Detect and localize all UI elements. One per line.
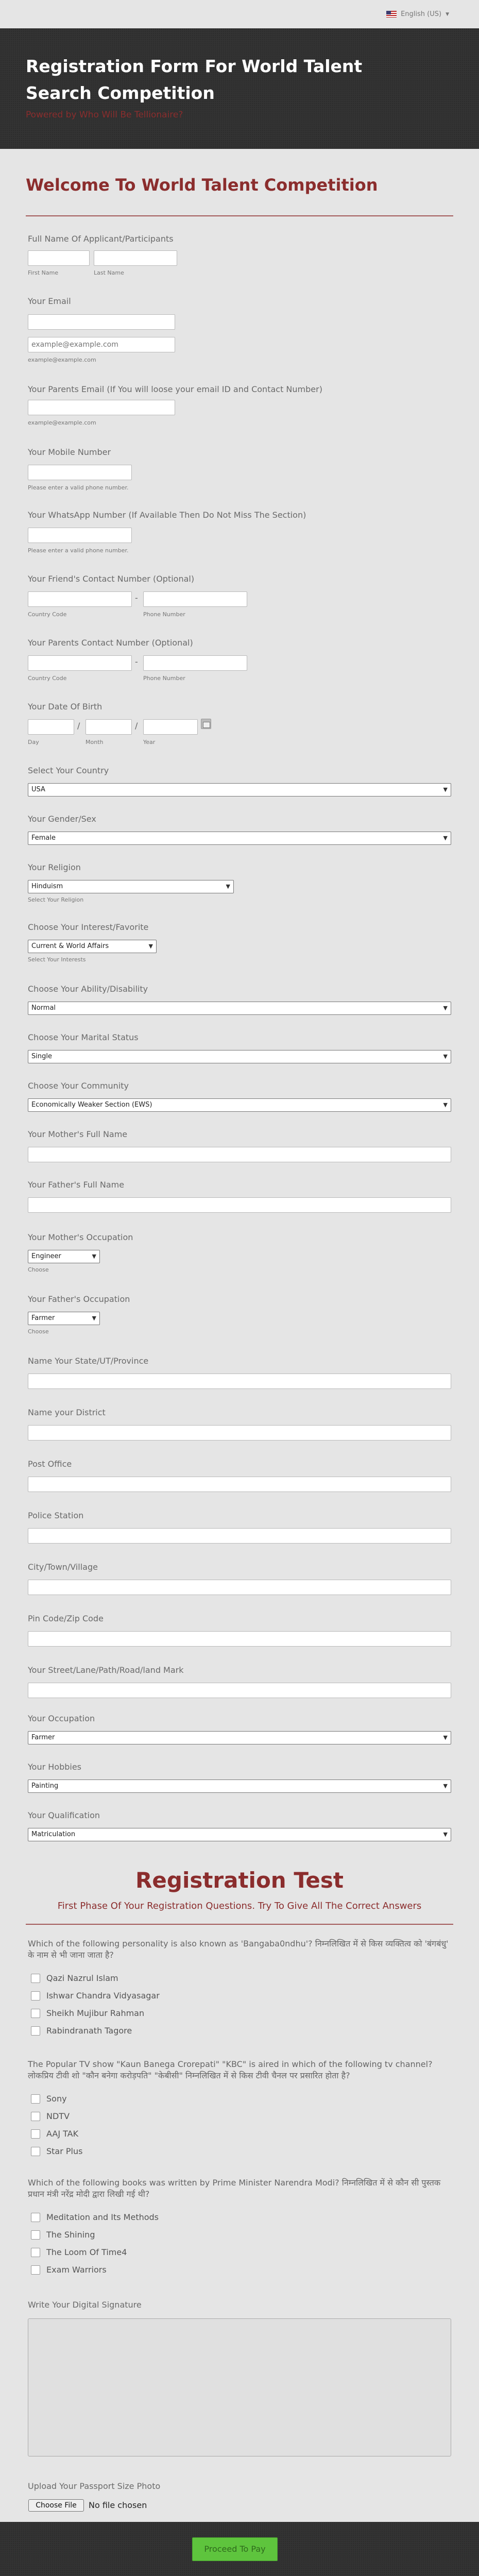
chevron-down-icon: ▼ bbox=[443, 835, 448, 841]
divider bbox=[26, 215, 453, 216]
country-value: USA bbox=[31, 786, 45, 793]
parents-email-input[interactable] bbox=[28, 400, 175, 415]
top-bar bbox=[0, 0, 479, 28]
country-select[interactable] bbox=[28, 783, 451, 796]
interest-select[interactable] bbox=[28, 940, 157, 953]
chevron-down-icon: ▼ bbox=[443, 1101, 448, 1108]
language-label: English (US) bbox=[401, 10, 442, 18]
whatsapp-hint: Please enter a valid phone number. bbox=[28, 547, 129, 554]
dob-year-input[interactable] bbox=[143, 719, 198, 735]
question-2-option[interactable] bbox=[31, 2094, 67, 2104]
test-subheading: First Phase Of Your Registration Questions. Try To Give All The Correct Answers bbox=[57, 1901, 422, 1911]
religion-label: Your Religion bbox=[28, 862, 81, 872]
interest-value: Current & World Affairs bbox=[31, 942, 109, 950]
question-2-option[interactable] bbox=[31, 2146, 82, 2156]
dob-month-input[interactable] bbox=[85, 719, 132, 735]
city-label: City/Town/Village bbox=[28, 1562, 98, 1572]
gender-value: Female bbox=[31, 834, 56, 842]
parents-country-code-sublabel: Country Code bbox=[28, 675, 67, 682]
parents-phone-input[interactable] bbox=[143, 655, 247, 671]
question-2-option[interactable] bbox=[31, 2111, 70, 2121]
form-subtitle: Powered by Who Will Be Tellionaire? bbox=[26, 110, 183, 120]
whatsapp-label: Your WhatsApp Number (If Available Then Do Not Miss The Section) bbox=[28, 510, 306, 520]
hobbies-value: Painting bbox=[31, 1782, 59, 1790]
community-value: Economically Weaker Section (EWS) bbox=[31, 1101, 152, 1109]
chevron-down-icon: ▼ bbox=[443, 1053, 448, 1060]
option-label: AAJ TAK bbox=[46, 2129, 79, 2139]
question-1-option[interactable] bbox=[31, 2026, 132, 2036]
checkbox[interactable] bbox=[31, 2265, 40, 2275]
checkbox[interactable] bbox=[31, 2094, 40, 2104]
question-2-text: The Popular TV show "Kaun Banega Crorepati" "KBC" is aired in which of the following tv channel? लोकप्रिय टीवी शो "कौन बनेगा करोड़पति" "केबीसी" निम्नलिखित में से किस टीवी चैनल पर प्रसारित होता है? bbox=[28, 2059, 433, 2080]
checkbox[interactable] bbox=[31, 2230, 40, 2240]
parents-separator: - bbox=[135, 657, 138, 667]
dob-label: Your Date Of Birth bbox=[28, 702, 102, 711]
signature-label: Write Your Digital Signature bbox=[28, 2300, 142, 2310]
community-label: Choose Your Community bbox=[28, 1081, 129, 1091]
friend-phone-sublabel: Phone Number bbox=[143, 611, 185, 618]
parents-contact-label: Your Parents Contact Number (Optional) bbox=[28, 638, 193, 648]
checkbox[interactable] bbox=[31, 1974, 40, 1983]
option-label: The Shining bbox=[46, 2230, 95, 2240]
chevron-down-icon: ▼ bbox=[443, 1734, 448, 1741]
marital-select[interactable] bbox=[28, 1050, 451, 1063]
question-3-text: Which of the following books was written by Prime Minister Narendra Modi? निम्नलिखित में से कौन सी पुस्तक प्रधान मंत्री नरेंद्र मोदी द्वारा लिखी गई थी? bbox=[28, 2178, 441, 2199]
friend-country-code-input[interactable] bbox=[28, 591, 132, 607]
city-input[interactable] bbox=[28, 1580, 451, 1595]
religion-hint: Select Your Religion bbox=[28, 896, 84, 903]
parents-email-hint: example@example.com bbox=[28, 419, 96, 426]
checkbox[interactable] bbox=[31, 2147, 40, 2156]
proceed-to-pay-button[interactable]: Proceed To Pay bbox=[192, 2537, 278, 2561]
friend-phone-input[interactable] bbox=[143, 591, 247, 607]
mother-occupation-select[interactable] bbox=[28, 1250, 100, 1263]
qualification-select[interactable] bbox=[28, 1828, 451, 1841]
pin-label: Pin Code/Zip Code bbox=[28, 1614, 104, 1623]
friend-country-code-sublabel: Country Code bbox=[28, 611, 67, 618]
mobile-hint: Please enter a valid phone number. bbox=[28, 484, 129, 491]
last-name-sublabel: Last Name bbox=[94, 269, 124, 276]
checkbox[interactable] bbox=[31, 2009, 40, 2018]
option-label: Sheikh Mujibur Rahman bbox=[46, 2008, 145, 2018]
chevron-down-icon: ▼ bbox=[443, 786, 448, 793]
checkbox[interactable] bbox=[31, 2213, 40, 2222]
form-title: Registration Form For World Talent Search Competition bbox=[26, 56, 363, 103]
chevron-down-icon: ▼ bbox=[92, 1315, 96, 1321]
calendar-icon[interactable] bbox=[201, 719, 211, 729]
ability-label: Choose Your Ability/Disability bbox=[28, 984, 148, 994]
option-label: Star Plus bbox=[46, 2146, 83, 2156]
option-label: Meditation and Its Methods bbox=[46, 2212, 159, 2222]
first-name-sublabel: First Name bbox=[28, 269, 59, 276]
gender-label: Your Gender/Sex bbox=[28, 814, 96, 824]
state-label: Name Your State/UT/Province bbox=[28, 1356, 149, 1366]
friend-contact-label: Your Friend's Contact Number (Optional) bbox=[28, 574, 195, 584]
checkbox[interactable] bbox=[31, 2112, 40, 2121]
email-label: Your Email bbox=[28, 296, 71, 306]
option-label: The Loom Of Time4 bbox=[46, 2247, 127, 2257]
dob-separator: / bbox=[135, 721, 138, 731]
dob-year-sublabel: Year bbox=[143, 739, 156, 745]
welcome-heading: Welcome To World Talent Competition bbox=[26, 175, 378, 195]
option-label: Sony bbox=[46, 2094, 67, 2104]
hobbies-select[interactable] bbox=[28, 1780, 451, 1793]
file-status: No file chosen bbox=[89, 2500, 147, 2510]
street-label: Your Street/Lane/Path/Road/land Mark bbox=[28, 1665, 184, 1675]
checkbox[interactable] bbox=[31, 1991, 40, 2001]
occupation-label: Your Occupation bbox=[28, 1714, 95, 1723]
mother-occupation-hint: Choose bbox=[28, 1266, 49, 1273]
option-label: NDTV bbox=[46, 2111, 70, 2121]
mother-name-label: Your Mother's Full Name bbox=[28, 1129, 128, 1139]
signature-pad[interactable] bbox=[28, 2318, 451, 2456]
marital-label: Choose Your Marital Status bbox=[28, 1032, 139, 1042]
qualification-value: Matriculation bbox=[31, 1831, 76, 1838]
whatsapp-input[interactable] bbox=[28, 528, 132, 543]
question-1-option[interactable] bbox=[31, 1973, 118, 1983]
question-2-option[interactable] bbox=[31, 2129, 78, 2139]
dob-day-input[interactable] bbox=[28, 719, 74, 735]
chevron-down-icon: ▼ bbox=[443, 1831, 448, 1838]
dob-day-sublabel: Day bbox=[28, 739, 39, 745]
interest-label: Choose Your Interest/Favorite bbox=[28, 922, 149, 932]
photo-label: Upload Your Passport Size Photo bbox=[28, 2481, 161, 2491]
option-label: Ishwar Chandra Vidyasagar bbox=[46, 1991, 160, 2001]
mother-name-input[interactable] bbox=[28, 1147, 451, 1162]
parents-phone-sublabel: Phone Number bbox=[143, 675, 185, 682]
chevron-down-icon: ▼ bbox=[226, 883, 230, 890]
post-office-label: Post Office bbox=[28, 1459, 72, 1469]
full-name-label: Full Name Of Applicant/Participants bbox=[28, 234, 174, 244]
email-hint: example@example.com bbox=[28, 357, 96, 363]
question-1-text: Which of the following personality is also known as 'Bangaba0ndhu'? निम्नलिखित में से किस व्यक्तित्व को 'बंगबंधु' के नाम से भी जाना जाता है? bbox=[28, 1939, 449, 1960]
community-select[interactable] bbox=[28, 1098, 451, 1112]
chevron-down-icon: ▼ bbox=[446, 11, 449, 17]
last-name-input[interactable] bbox=[94, 250, 177, 266]
dob-month-sublabel: Month bbox=[85, 739, 104, 745]
parents-email-label: Your Parents Email (If You will loose your email ID and Contact Number) bbox=[28, 384, 322, 394]
checkbox[interactable] bbox=[31, 2248, 40, 2257]
mobile-input[interactable] bbox=[28, 465, 132, 480]
form-header bbox=[0, 28, 479, 149]
divider bbox=[26, 1924, 453, 1925]
ability-select[interactable] bbox=[28, 1002, 451, 1015]
religion-value: Hinduism bbox=[31, 883, 63, 890]
mother-occupation-label: Your Mother's Occupation bbox=[28, 1232, 133, 1242]
pin-input[interactable] bbox=[28, 1631, 451, 1647]
country-label: Select Your Country bbox=[28, 766, 109, 775]
qualification-label: Your Qualification bbox=[28, 1810, 100, 1820]
district-label: Name your District bbox=[28, 1408, 106, 1417]
ability-value: Normal bbox=[31, 1004, 56, 1012]
dob-separator: / bbox=[77, 721, 80, 731]
chevron-down-icon: ▼ bbox=[148, 943, 153, 950]
chevron-down-icon: ▼ bbox=[443, 1783, 448, 1789]
mobile-label: Your Mobile Number bbox=[28, 447, 111, 457]
marital-value: Single bbox=[31, 1053, 52, 1060]
question-1-option[interactable] bbox=[31, 2008, 144, 2018]
checkbox[interactable] bbox=[31, 2026, 40, 2036]
religion-select[interactable] bbox=[28, 880, 234, 893]
father-occupation-label: Your Father's Occupation bbox=[28, 1294, 130, 1304]
parents-country-code-input[interactable] bbox=[28, 655, 132, 671]
occupation-value: Farmer bbox=[31, 1734, 55, 1741]
question-1-option[interactable] bbox=[31, 1991, 160, 2001]
gender-select[interactable] bbox=[28, 832, 451, 845]
chevron-down-icon: ▼ bbox=[92, 1253, 96, 1260]
choose-file-button[interactable]: Choose File bbox=[28, 2499, 84, 2512]
occupation-select[interactable] bbox=[28, 1731, 451, 1744]
email-input[interactable] bbox=[28, 314, 175, 330]
question-3-option[interactable] bbox=[31, 2265, 107, 2275]
father-name-label: Your Father's Full Name bbox=[28, 1180, 125, 1190]
language-selector[interactable] bbox=[386, 10, 449, 18]
option-label: Qazi Nazrul Islam bbox=[46, 1973, 118, 1983]
father-occupation-value: Farmer bbox=[31, 1314, 55, 1322]
us-flag-icon bbox=[386, 11, 397, 18]
father-occupation-select[interactable] bbox=[28, 1312, 100, 1325]
option-label: Rabindranath Tagore bbox=[46, 2026, 132, 2036]
police-station-label: Police Station bbox=[28, 1511, 84, 1520]
police-station-input[interactable] bbox=[28, 1528, 451, 1544]
question-3-option[interactable] bbox=[31, 2230, 95, 2240]
hobbies-label: Your Hobbies bbox=[28, 1762, 81, 1772]
first-name-input[interactable] bbox=[28, 250, 90, 266]
option-label: Exam Warriors bbox=[46, 2265, 107, 2275]
district-input[interactable] bbox=[28, 1425, 451, 1440]
mother-occupation-value: Engineer bbox=[31, 1252, 61, 1260]
question-3-option[interactable] bbox=[31, 2247, 127, 2257]
street-input[interactable] bbox=[28, 1683, 451, 1698]
checkbox[interactable] bbox=[31, 2129, 40, 2139]
interest-hint: Select Your Interests bbox=[28, 956, 86, 963]
email-confirm-input[interactable] bbox=[28, 337, 175, 352]
state-input[interactable] bbox=[28, 1374, 451, 1389]
friend-separator: - bbox=[135, 593, 138, 603]
test-heading: Registration Test bbox=[135, 1868, 344, 1893]
post-office-input[interactable] bbox=[28, 1477, 451, 1492]
father-name-input[interactable] bbox=[28, 1197, 451, 1213]
question-3-option[interactable] bbox=[31, 2212, 159, 2222]
father-occupation-hint: Choose bbox=[28, 1328, 49, 1335]
chevron-down-icon: ▼ bbox=[443, 1005, 448, 1011]
